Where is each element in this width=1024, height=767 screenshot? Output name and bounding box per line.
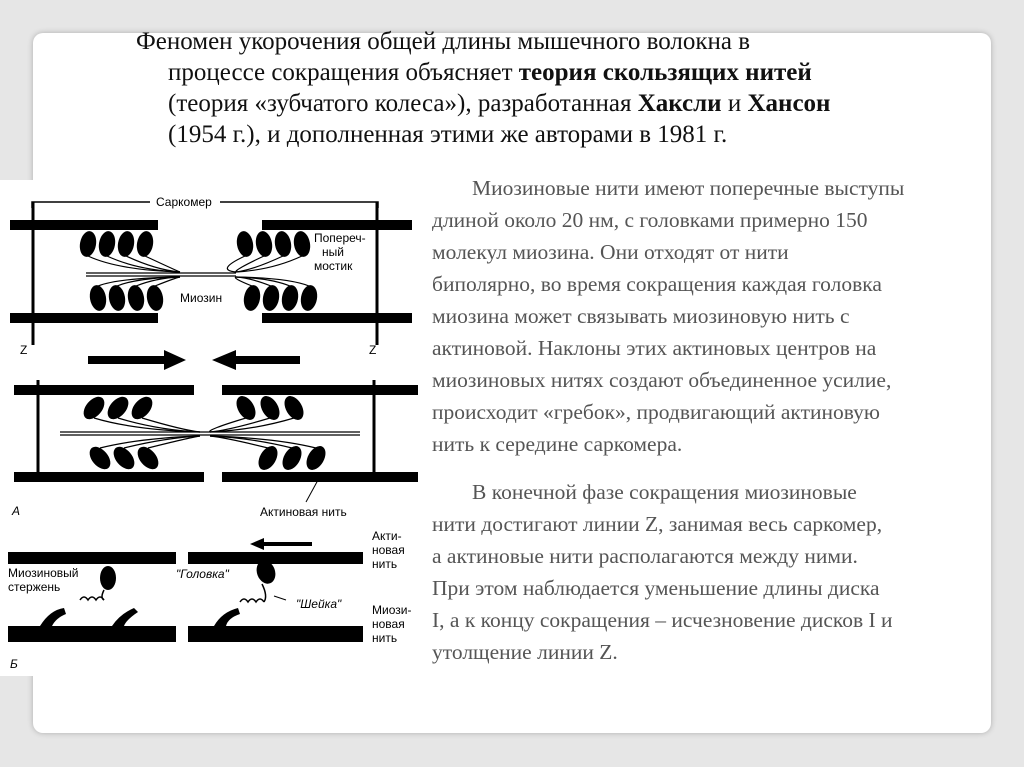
myosin-head-detail-left [100,566,116,590]
actin-filament-bottom-left [10,313,158,323]
label-cross-bridge-2: ный [322,245,344,259]
label-sarcomere: Саркомер [156,195,212,209]
p2-line: утолщение линии Z. [432,640,618,664]
label-actin-2: новая [372,543,405,557]
myosin-head [97,230,117,258]
label-actin-3: нить [372,557,398,571]
label-myosin-rod-1: Миозиновый [8,566,79,580]
myosin-head [299,284,319,312]
actin-filament-bottom-right-2 [222,472,418,482]
myosin-arm-right-1 [214,608,240,626]
myosin-head [242,284,262,312]
actin-filament-detail-left [8,552,176,564]
actin-filament-bottom-left-2 [14,472,204,482]
myosin-head [145,284,165,312]
label-z-right: Z [369,343,377,357]
label-neck: "Шейка" [296,597,342,611]
body-text [432,172,1022,668]
myosin-arm-left-2 [112,608,138,626]
myosin-filament-detail-right [188,626,363,642]
p1-line: миозиновых нитях создают объединенное усилие, [432,368,892,392]
actin-filament-bottom-right [262,313,412,323]
label-myosin-f-2: новая [372,617,405,631]
label-actin-1: Акти- [372,529,402,543]
label-myosin-rod-2: стержень [8,580,61,594]
label-head: "Головка" [176,567,229,581]
p1-line: длиной около 20 нм, с головками примерно 150 [432,208,868,232]
p1-line: Миозиновые нити имеют поперечные выступы [472,176,905,200]
myosin-head [126,284,146,312]
p1-line: нить к середине саркомера. [432,432,683,456]
actin-filament-top-right [262,220,412,230]
myosin-heads-contracted [80,393,330,474]
arrow-right-icon [88,350,186,370]
myosin-head [281,393,308,424]
p1-line: происходит «гребок», продвигающий актиновую [432,400,880,424]
myosin-head [261,284,281,312]
sarcomere-diagram [0,180,420,676]
myosin-filament-detail-left [8,626,176,642]
actin-filament-top-right-2 [222,385,418,395]
sliding-filament-theory: теория скользящих нитей [518,59,812,86]
myosin-filament [86,273,236,276]
label-cross-bridge-1: Попереч- [314,231,366,245]
myosin-head [279,443,306,474]
label-panel-b: Б [10,657,18,671]
author-huxley: Хаксли [637,90,722,117]
myosin-head [78,230,98,258]
label-myosin: Миозин [180,291,223,305]
p1-line: миозина может связывать миозиновую нить с [432,304,850,328]
p2-line: В конечной фазе сокращения миозиновые [472,480,857,504]
myosin-head [273,230,293,258]
myosin-neck-coil-right [240,599,264,602]
slide-title [136,26,1016,150]
paragraph-1 [432,172,1022,460]
myosin-head [292,230,312,258]
p2-line: При этом наблюдается уменьшение длины диска [432,576,880,600]
p2-line: нити достигают линии Z, занимая весь саркомер, [432,512,883,536]
paragraph-2 [432,476,1022,668]
myosin-head [235,230,255,258]
label-cross-bridge-3: мостик [314,259,353,273]
myosin-neck-coil-left [80,597,104,600]
arrow-left-icon [212,350,300,370]
myosin-head [280,284,300,312]
p1-line: биполярно, во время сокращения каждая головка [432,272,882,296]
myosin-head [107,284,127,312]
myosin-tail [227,256,245,272]
diagram-relaxed [10,202,412,357]
pointer-actin [306,480,318,502]
myosin-head [254,230,274,258]
p2-line: а актиновые нити располагаются между ними. [432,544,858,568]
label-myosin-f-1: Миози- [372,603,412,617]
title-line-1: Феномен укорочения общей длины мышечного волокна в [136,28,751,55]
myosin-head [233,393,260,424]
label-actin-filament: Актиновая нить [260,505,347,519]
author-hanson: Хансон [747,90,831,117]
title-line-2: процессе сокращения объясняет теория скользящих нитей [168,59,812,86]
myosin-head [303,443,330,474]
myosin-head [116,230,136,258]
p1-line: актиновой. Наклоны этих актиновых центров на [432,336,877,360]
diagram-contracted [11,380,418,519]
myosin-head [88,284,108,312]
myosin-head [255,443,282,474]
actin-filament-detail-right [188,552,363,564]
diagram-crossbridge-detail [8,529,411,671]
myosin-filament-2 [60,432,360,435]
title-line-4: (1954 г.), и дополненная этими же авторами в 1981 г. [168,121,728,148]
label-myosin-f-3: нить [372,631,398,645]
label-panel-a: А [12,504,21,518]
p2-line: I, а к концу сокращения – исчезновение дисков I и [432,608,893,632]
pointer-neck [274,596,286,600]
actin-filament-top-left-2 [14,385,194,395]
myosin-head [257,393,284,424]
arrow-left-small-icon [250,538,312,550]
myosin-head [135,230,155,258]
sarcomere-figure [0,180,420,676]
actin-filament-top-left [10,220,158,230]
myosin-arm-left-1 [40,608,66,626]
p1-line: молекул миозина. Они отходят от нити [432,240,789,264]
title-line-3: (теория «зубчатого колеса»), разработанная Хаксли и Хансон [168,90,831,117]
label-z-left: Z [20,343,28,357]
